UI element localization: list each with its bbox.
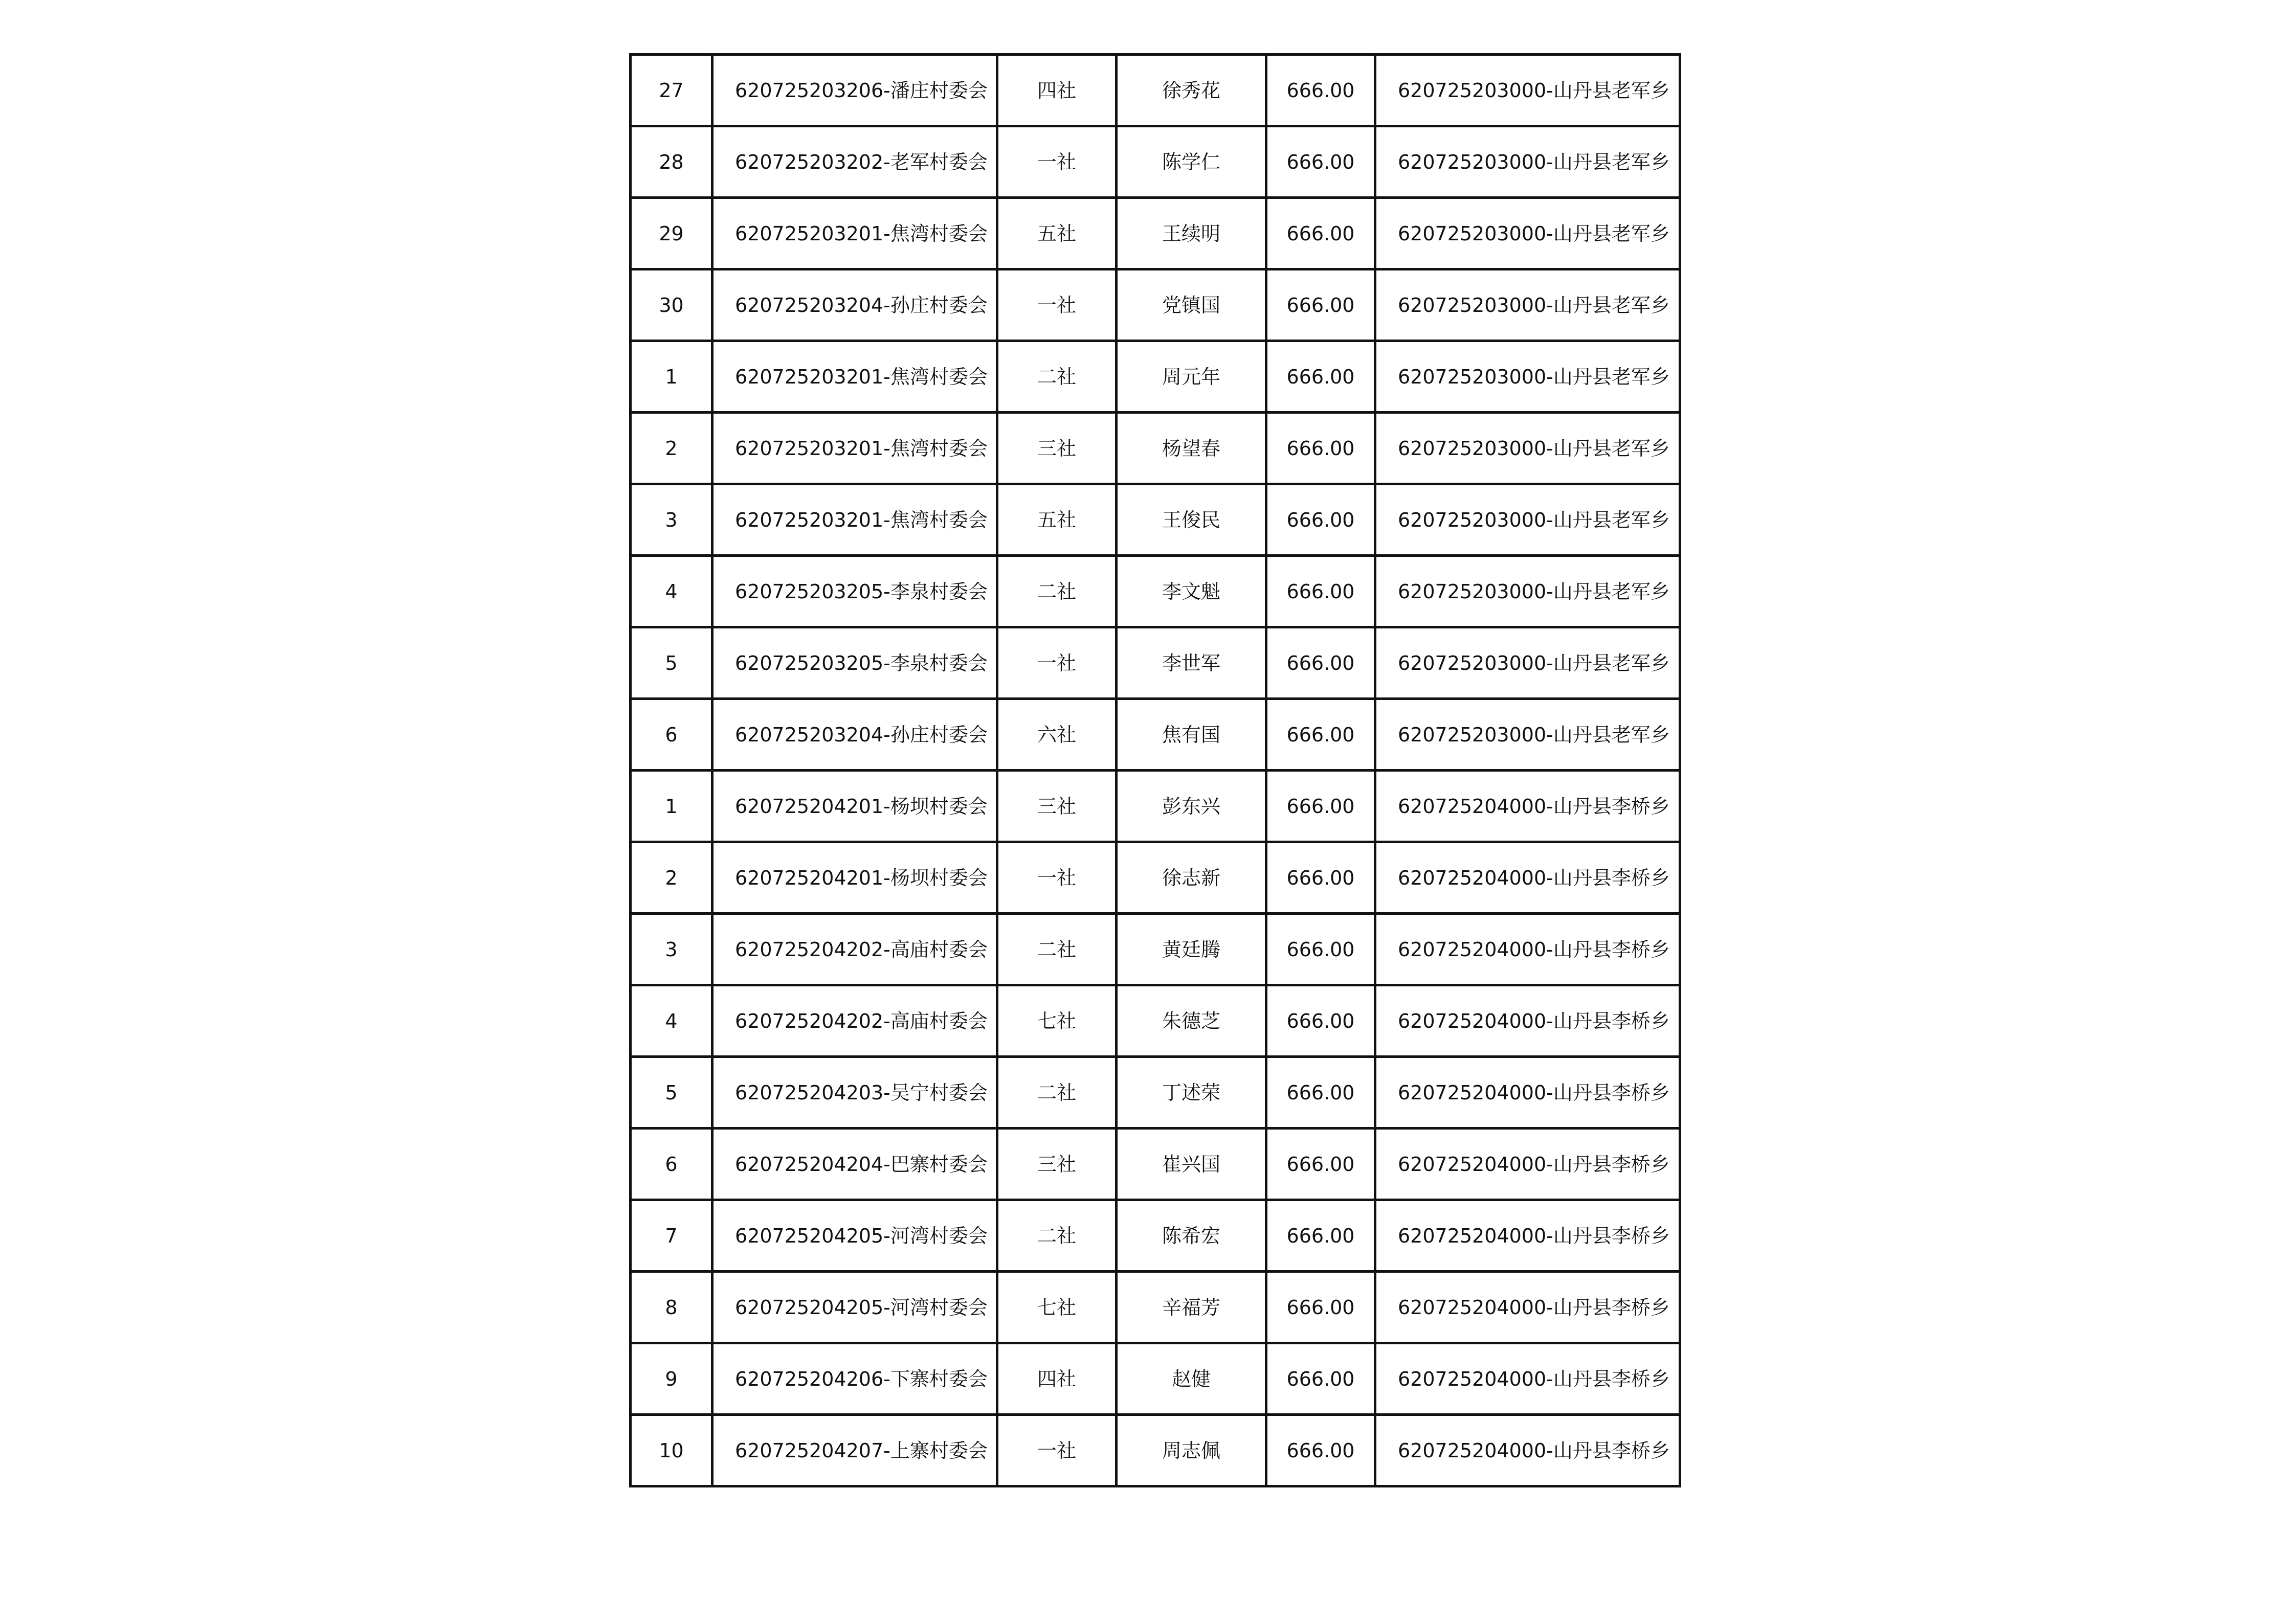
person-name-cell: 李文魁: [1117, 556, 1266, 627]
township-cell: 620725203000-山丹县老军乡: [1375, 556, 1680, 627]
row-number-cell: 5: [631, 1057, 712, 1129]
village-committee-cell: 620725203201-焦湾村委会: [712, 413, 997, 484]
person-name-cell: 李世军: [1117, 627, 1266, 699]
roster-table-body: [631, 55, 1680, 1486]
township-cell: 620725203000-山丹县老军乡: [1375, 55, 1680, 126]
township-cell: 620725203000-山丹县老军乡: [1375, 341, 1680, 413]
table-row: [631, 1415, 1680, 1486]
table-row: [631, 126, 1680, 198]
village-committee-cell: 620725204201-杨坝村委会: [712, 771, 997, 842]
village-committee-cell: 620725204202-高庙村委会: [712, 985, 997, 1057]
group-cell: 七社: [997, 985, 1117, 1057]
group-cell: 六社: [997, 699, 1117, 771]
amount-cell: 666.00: [1266, 914, 1375, 985]
amount-cell: 666.00: [1266, 484, 1375, 556]
amount-cell: 666.00: [1266, 126, 1375, 198]
township-cell: 620725203000-山丹县老军乡: [1375, 484, 1680, 556]
person-name-cell: 王俊民: [1117, 484, 1266, 556]
person-name-cell: 焦有国: [1117, 699, 1266, 771]
village-committee-cell: 620725203205-李泉村委会: [712, 627, 997, 699]
group-cell: 一社: [997, 842, 1117, 914]
person-name-cell: 徐秀花: [1117, 55, 1266, 126]
township-cell: 620725204000-山丹县李桥乡: [1375, 842, 1680, 914]
village-committee-cell: 620725203201-焦湾村委会: [712, 198, 997, 269]
village-committee-cell: 620725203204-孙庄村委会: [712, 699, 997, 771]
table-row: [631, 1343, 1680, 1415]
row-number-cell: 28: [631, 126, 712, 198]
person-name-cell: 杨望春: [1117, 413, 1266, 484]
person-name-cell: 周志佩: [1117, 1415, 1266, 1486]
table-row: [631, 556, 1680, 627]
row-number-cell: 2: [631, 413, 712, 484]
amount-cell: 666.00: [1266, 556, 1375, 627]
village-committee-cell: 620725203206-潘庄村委会: [712, 55, 997, 126]
group-cell: 一社: [997, 269, 1117, 341]
amount-cell: 666.00: [1266, 341, 1375, 413]
group-cell: 四社: [997, 55, 1117, 126]
group-cell: 二社: [997, 1057, 1117, 1129]
table-row: [631, 699, 1680, 771]
group-cell: 一社: [997, 126, 1117, 198]
amount-cell: 666.00: [1266, 1129, 1375, 1200]
table-row: [631, 985, 1680, 1057]
row-number-cell: 9: [631, 1343, 712, 1415]
table-row: [631, 341, 1680, 413]
row-number-cell: 6: [631, 1129, 712, 1200]
village-committee-cell: 620725204201-杨坝村委会: [712, 842, 997, 914]
row-number-cell: 7: [631, 1200, 712, 1272]
person-name-cell: 朱德芝: [1117, 985, 1266, 1057]
person-name-cell: 彭东兴: [1117, 771, 1266, 842]
person-name-cell: 陈希宏: [1117, 1200, 1266, 1272]
row-number-cell: 1: [631, 341, 712, 413]
amount-cell: 666.00: [1266, 1272, 1375, 1343]
village-committee-cell: 620725203205-李泉村委会: [712, 556, 997, 627]
group-cell: 四社: [997, 1343, 1117, 1415]
township-cell: 620725204000-山丹县李桥乡: [1375, 771, 1680, 842]
row-number-cell: 6: [631, 699, 712, 771]
village-committee-cell: 620725203201-焦湾村委会: [712, 341, 997, 413]
group-cell: 三社: [997, 1129, 1117, 1200]
table-row: [631, 771, 1680, 842]
row-number-cell: 4: [631, 985, 712, 1057]
amount-cell: 666.00: [1266, 1343, 1375, 1415]
township-cell: 620725204000-山丹县李桥乡: [1375, 1343, 1680, 1415]
amount-cell: 666.00: [1266, 198, 1375, 269]
township-cell: 620725204000-山丹县李桥乡: [1375, 1200, 1680, 1272]
group-cell: 五社: [997, 198, 1117, 269]
row-number-cell: 27: [631, 55, 712, 126]
person-name-cell: 崔兴国: [1117, 1129, 1266, 1200]
village-committee-cell: 620725204204-巴寨村委会: [712, 1129, 997, 1200]
row-number-cell: 4: [631, 556, 712, 627]
person-name-cell: 王续明: [1117, 198, 1266, 269]
table-row: [631, 1057, 1680, 1129]
group-cell: 三社: [997, 413, 1117, 484]
group-cell: 三社: [997, 771, 1117, 842]
amount-cell: 666.00: [1266, 842, 1375, 914]
table-row: [631, 1129, 1680, 1200]
row-number-cell: 2: [631, 842, 712, 914]
township-cell: 620725204000-山丹县李桥乡: [1375, 1129, 1680, 1200]
amount-cell: 666.00: [1266, 413, 1375, 484]
village-committee-cell: 620725204205-河湾村委会: [712, 1272, 997, 1343]
table-row: [631, 1272, 1680, 1343]
amount-cell: 666.00: [1266, 627, 1375, 699]
person-name-cell: 丁述荣: [1117, 1057, 1266, 1129]
village-committee-cell: 620725204206-下寨村委会: [712, 1343, 997, 1415]
group-cell: 二社: [997, 1200, 1117, 1272]
table-row: [631, 914, 1680, 985]
person-name-cell: 赵健: [1117, 1343, 1266, 1415]
group-cell: 二社: [997, 341, 1117, 413]
table-row: [631, 269, 1680, 341]
village-committee-cell: 620725203204-孙庄村委会: [712, 269, 997, 341]
township-cell: 620725203000-山丹县老军乡: [1375, 699, 1680, 771]
township-cell: 620725204000-山丹县李桥乡: [1375, 1415, 1680, 1486]
person-name-cell: 陈学仁: [1117, 126, 1266, 198]
group-cell: 一社: [997, 627, 1117, 699]
village-committee-cell: 620725203202-老军村委会: [712, 126, 997, 198]
table-row: [631, 55, 1680, 126]
group-cell: 七社: [997, 1272, 1117, 1343]
person-name-cell: 黄廷腾: [1117, 914, 1266, 985]
row-number-cell: 29: [631, 198, 712, 269]
roster-table: [629, 53, 1681, 1487]
person-name-cell: 徐志新: [1117, 842, 1266, 914]
table-row: [631, 198, 1680, 269]
group-cell: 五社: [997, 484, 1117, 556]
person-name-cell: 周元年: [1117, 341, 1266, 413]
township-cell: 620725203000-山丹县老军乡: [1375, 413, 1680, 484]
amount-cell: 666.00: [1266, 771, 1375, 842]
row-number-cell: 10: [631, 1415, 712, 1486]
village-committee-cell: 620725204207-上寨村委会: [712, 1415, 997, 1486]
amount-cell: 666.00: [1266, 985, 1375, 1057]
village-committee-cell: 620725204205-河湾村委会: [712, 1200, 997, 1272]
village-committee-cell: 620725203201-焦湾村委会: [712, 484, 997, 556]
amount-cell: 666.00: [1266, 55, 1375, 126]
village-committee-cell: 620725204203-吴宁村委会: [712, 1057, 997, 1129]
row-number-cell: 3: [631, 484, 712, 556]
amount-cell: 666.00: [1266, 1415, 1375, 1486]
table-row: [631, 627, 1680, 699]
group-cell: 一社: [997, 1415, 1117, 1486]
township-cell: 620725203000-山丹县老军乡: [1375, 269, 1680, 341]
township-cell: 620725203000-山丹县老军乡: [1375, 198, 1680, 269]
township-cell: 620725204000-山丹县李桥乡: [1375, 1272, 1680, 1343]
amount-cell: 666.00: [1266, 1200, 1375, 1272]
township-cell: 620725204000-山丹县李桥乡: [1375, 1057, 1680, 1129]
table-row: [631, 1200, 1680, 1272]
row-number-cell: 1: [631, 771, 712, 842]
township-cell: 620725204000-山丹县李桥乡: [1375, 914, 1680, 985]
person-name-cell: 党镇国: [1117, 269, 1266, 341]
amount-cell: 666.00: [1266, 269, 1375, 341]
amount-cell: 666.00: [1266, 1057, 1375, 1129]
person-name-cell: 辛福芳: [1117, 1272, 1266, 1343]
township-cell: 620725204000-山丹县李桥乡: [1375, 985, 1680, 1057]
village-committee-cell: 620725204202-高庙村委会: [712, 914, 997, 985]
township-cell: 620725203000-山丹县老军乡: [1375, 627, 1680, 699]
row-number-cell: 30: [631, 269, 712, 341]
township-cell: 620725203000-山丹县老军乡: [1375, 126, 1680, 198]
row-number-cell: 5: [631, 627, 712, 699]
group-cell: 二社: [997, 914, 1117, 985]
table-row: [631, 842, 1680, 914]
row-number-cell: 3: [631, 914, 712, 985]
row-number-cell: 8: [631, 1272, 712, 1343]
amount-cell: 666.00: [1266, 699, 1375, 771]
table-row: [631, 484, 1680, 556]
table-row: [631, 413, 1680, 484]
group-cell: 二社: [997, 556, 1117, 627]
